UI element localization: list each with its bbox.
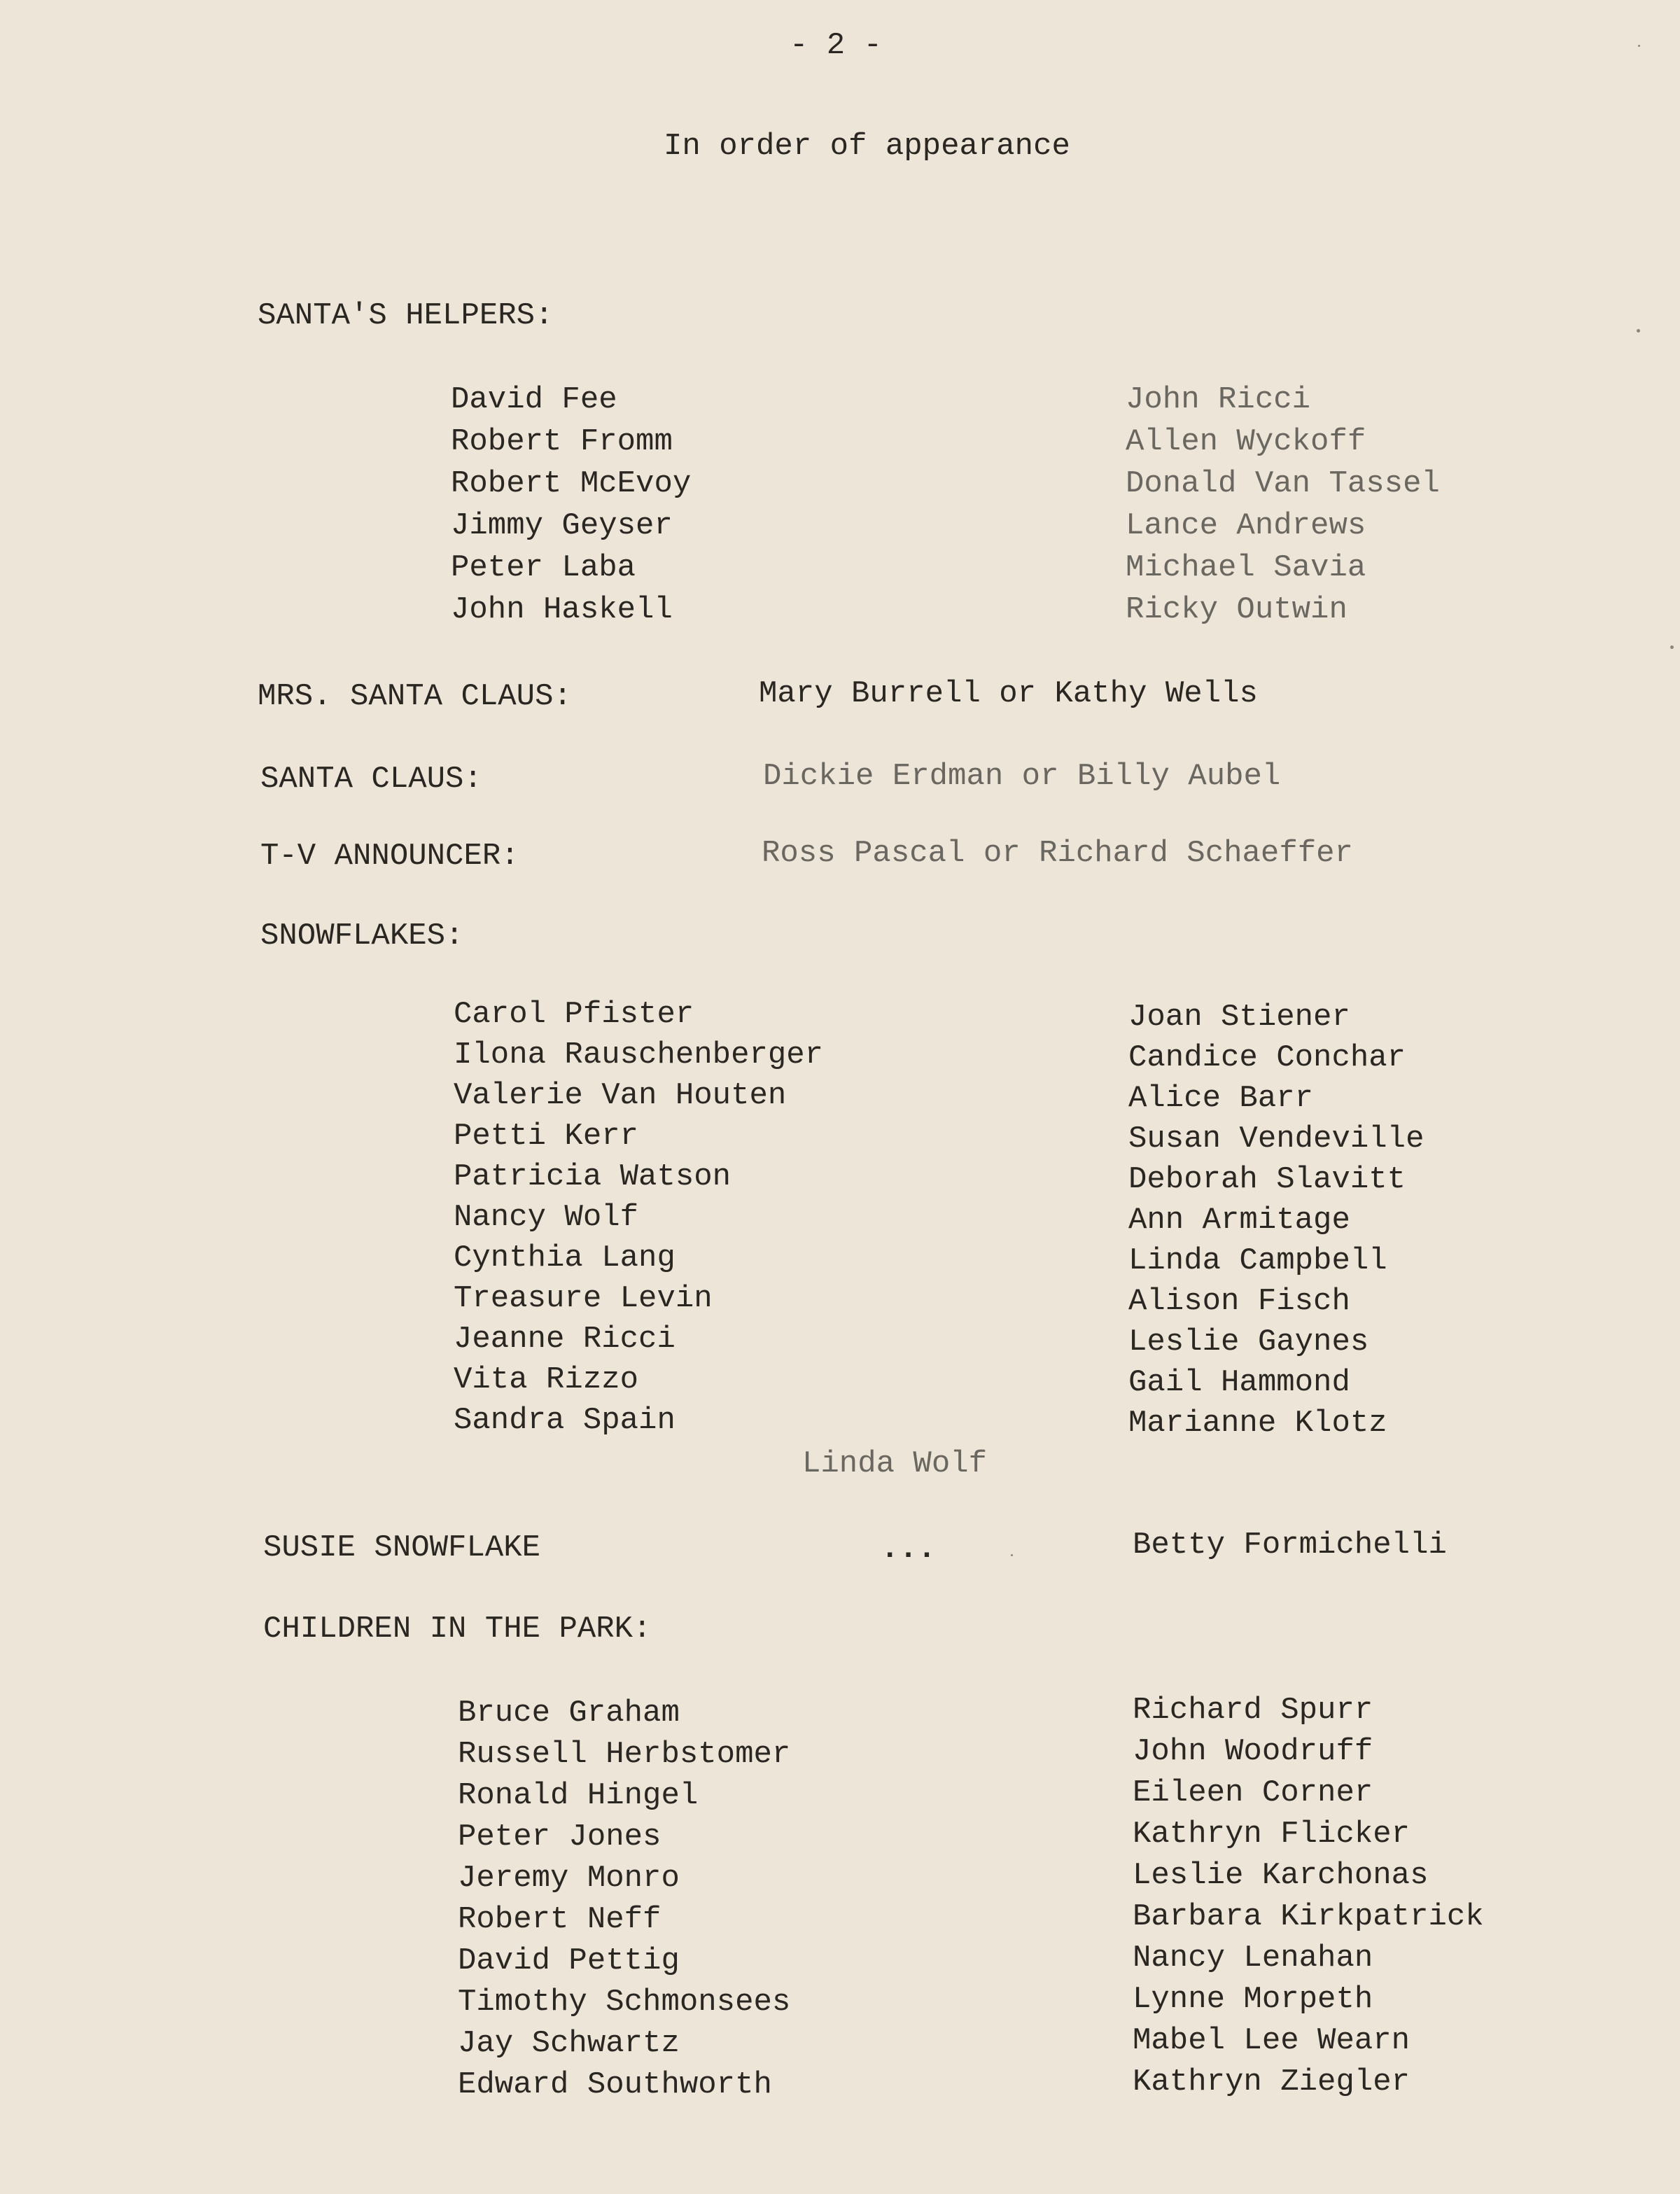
cast-name: Susan Vendeville (1128, 1122, 1424, 1157)
page-number: - 2 - (790, 28, 883, 63)
cast-name: Jimmy Geyser (451, 508, 673, 543)
cast-name: Petti Kerr (454, 1119, 639, 1154)
santas-helpers-left-column (451, 381, 691, 629)
cast-name: Cynthia Lang (454, 1241, 676, 1276)
cast-name: Robert Neff (458, 1902, 662, 1937)
cast-name: Jeremy Monro (458, 1861, 680, 1896)
santa-value: Dickie Erdman or Billy Aubel (763, 759, 1281, 794)
santas-helpers-right-column (1126, 381, 1440, 629)
cast-name: Ricky Outwin (1126, 592, 1348, 627)
cast-name: Carol Pfister (454, 997, 694, 1032)
cast-name: Gail Hammond (1128, 1365, 1350, 1400)
children-left-column (458, 1694, 790, 2104)
cast-name: Eileen Corner (1133, 1775, 1373, 1810)
announcer-label: T-V ANNOUNCER: (260, 839, 519, 874)
cast-name: Richard Spurr (1133, 1693, 1373, 1728)
cast-name: Allen Wyckoff (1126, 424, 1366, 459)
cast-name: John Haskell (451, 592, 673, 627)
cast-name: Nancy Wolf (454, 1200, 639, 1235)
children-label: CHILDREN IN THE PARK: (263, 1612, 652, 1647)
paper-speck (1637, 329, 1640, 333)
snowflakes-right-column (1128, 998, 1424, 1442)
cast-name: Deborah Slavitt (1128, 1162, 1406, 1197)
cast-name: Peter Jones (458, 1819, 662, 1854)
cast-name: Jay Schwartz (458, 2026, 680, 2061)
santas-helpers-label: SANTA'S HELPERS: (258, 298, 554, 333)
cast-name: Bruce Graham (458, 1696, 680, 1731)
cast-name: Sandra Spain (454, 1403, 676, 1438)
cast-name: David Fee (451, 382, 617, 417)
paper-speck (1011, 1554, 1013, 1556)
cast-name: Kathryn Flicker (1133, 1817, 1410, 1852)
susie-dots: ... (881, 1532, 937, 1567)
cast-name: Joan Stiener (1128, 1000, 1350, 1035)
cast-name: Vita Rizzo (454, 1362, 639, 1397)
mrs-santa-label: MRS. SANTA CLAUS: (258, 679, 572, 714)
cast-name: Leslie Gaynes (1128, 1325, 1369, 1360)
cast-name: Timothy Schmonsees (458, 1985, 791, 2020)
cast-name: Robert Fromm (451, 424, 673, 459)
cast-name: Candice Conchar (1128, 1040, 1406, 1075)
cast-name: Leslie Karchonas (1133, 1858, 1429, 1893)
cast-name: Alice Barr (1128, 1081, 1314, 1116)
cast-name: Ilona Rauschenberger (454, 1037, 824, 1072)
paper-speck (1670, 645, 1674, 649)
cast-name: Barbara Kirkpatrick (1133, 1899, 1484, 1934)
cast-name: Mabel Lee Wearn (1133, 2023, 1410, 2058)
cast-name: Robert McEvoy (451, 466, 692, 501)
santa-label: SANTA CLAUS: (260, 762, 482, 797)
susie-label: SUSIE SNOWFLAKE (263, 1530, 541, 1565)
cast-name: Marianne Klotz (1128, 1406, 1387, 1441)
cast-name: Valerie Van Houten (454, 1078, 787, 1113)
cast-name: Patricia Watson (454, 1159, 732, 1194)
cast-name: Michael Savia (1126, 550, 1366, 585)
cast-name: Ann Armitage (1128, 1203, 1350, 1238)
cast-name: Lance Andrews (1126, 508, 1366, 543)
cast-name: David Pettig (458, 1943, 680, 1978)
susie-value: Betty Formichelli (1133, 1528, 1447, 1563)
cast-name: Nancy Lenahan (1133, 1941, 1373, 1976)
paper-speck (1638, 45, 1640, 47)
children-right-column (1133, 1691, 1484, 2101)
mrs-santa-value: Mary Burrell or Kathy Wells (759, 676, 1258, 711)
cast-name: Ronald Hingel (458, 1778, 699, 1813)
snowflakes-left-column (454, 995, 823, 1439)
announcer-value: Ross Pascal or Richard Schaeffer (762, 836, 1353, 871)
snowflakes-center-name: Linda Wolf (802, 1446, 988, 1481)
cast-name: Edward Southworth (458, 2067, 772, 2102)
cast-name: Jeanne Ricci (454, 1322, 676, 1357)
page-heading: In order of appearance (664, 129, 1070, 164)
cast-name: John Woodruff (1133, 1734, 1373, 1769)
cast-name: Donald Van Tassel (1126, 466, 1440, 501)
cast-name: Lynne Morpeth (1133, 1982, 1373, 2017)
cast-name: Kathryn Ziegler (1133, 2064, 1410, 2099)
cast-name: John Ricci (1126, 382, 1311, 417)
cast-name: Treasure Levin (454, 1281, 713, 1316)
cast-name: Peter Laba (451, 550, 636, 585)
cast-name: Alison Fisch (1128, 1284, 1350, 1319)
cast-name: Linda Campbell (1128, 1243, 1387, 1278)
cast-name: Russell Herbstomer (458, 1737, 791, 1772)
snowflakes-label: SNOWFLAKES: (260, 918, 464, 953)
